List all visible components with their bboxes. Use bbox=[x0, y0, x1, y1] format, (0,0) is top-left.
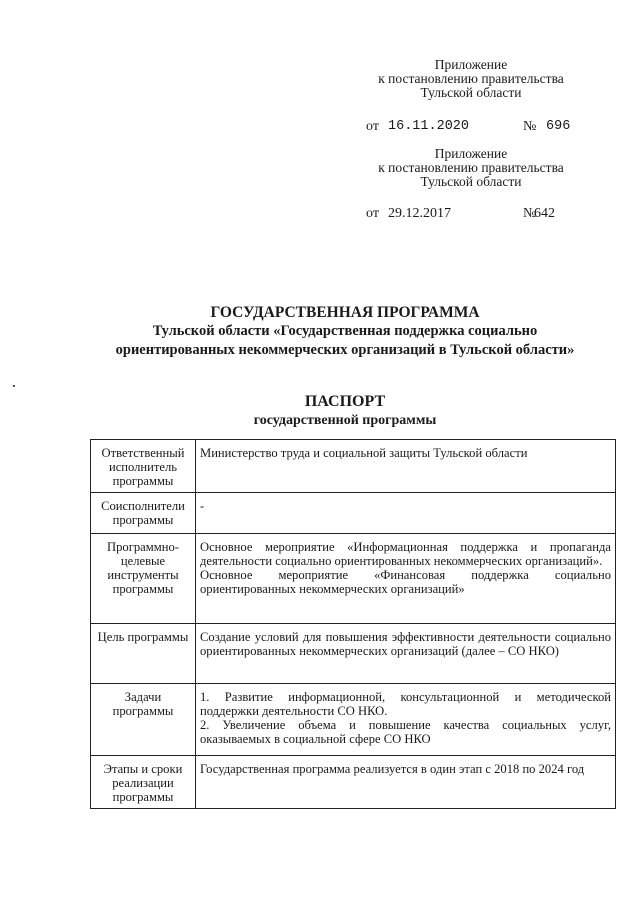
row-label: Ответственный исполнитель программы bbox=[91, 440, 196, 493]
row-value bbox=[196, 493, 616, 534]
annex-line: Тульской области bbox=[420, 174, 522, 189]
value-paragraph: Министерство труда и социальной защиты Тульской области bbox=[200, 446, 528, 460]
value-paragraph: 2. Увеличение объема и повышение качества социальных услуг, оказываемых в социальной сфере СО НКО bbox=[200, 718, 611, 746]
table-row bbox=[91, 493, 616, 534]
annex-previous-header bbox=[366, 147, 576, 189]
row-value bbox=[196, 624, 616, 684]
table-row bbox=[91, 440, 616, 493]
annex-line: к постановлению правительства bbox=[378, 71, 564, 86]
passport-title bbox=[60, 392, 630, 429]
value-paragraph: Государственная программа реализуется в один этап с 2018 по 2024 год bbox=[200, 762, 585, 776]
annex-line: Приложение bbox=[434, 57, 508, 72]
value-paragraph: Основное мероприятие «Информационная поддержка и пропаганда деятельности социально ориентированных некоммерческих организаций». bbox=[200, 540, 611, 568]
table-row bbox=[91, 624, 616, 684]
number-label: № bbox=[523, 119, 537, 134]
row-label: Программно-целевые инструменты программы bbox=[91, 534, 196, 624]
row-value bbox=[196, 440, 616, 493]
table-row bbox=[91, 756, 616, 809]
resolution-date: 29.12.2017 bbox=[388, 206, 451, 221]
passport-table bbox=[90, 439, 616, 809]
row-label: Соисполнители программы bbox=[91, 493, 196, 534]
table-row bbox=[91, 684, 616, 756]
annex-line: Приложение bbox=[434, 146, 508, 161]
annex-line: Тульской области bbox=[420, 85, 522, 100]
date-label: от bbox=[366, 206, 379, 221]
program-name-line: ориентированных некоммерческих организаций в Тульской области» bbox=[115, 342, 575, 358]
value-paragraph: Создание условий для повышения эффективности деятельности социально ориентированных некоммерческих организаций (далее – СО НКО) bbox=[200, 630, 611, 658]
annex-line: к постановлению правительства bbox=[378, 160, 564, 175]
value-paragraph: Основное мероприятие «Финансовая поддержка социально ориентированных некоммерческих организаций» bbox=[200, 568, 611, 596]
resolution-date: 16.11.2020 bbox=[388, 119, 470, 134]
value-paragraph: 1. Развитие информационной, консультационной и методической поддержки деятельности СО НКО. bbox=[200, 690, 611, 718]
value-paragraph: - bbox=[200, 499, 205, 513]
number-label: № bbox=[523, 206, 537, 221]
row-value bbox=[196, 684, 616, 756]
passport-heading: ПАСПОРТ bbox=[304, 393, 386, 410]
passport-subheading: государственной программы bbox=[253, 413, 437, 428]
date-label: от bbox=[366, 119, 379, 134]
table-row bbox=[91, 534, 616, 624]
annex-current-header bbox=[366, 58, 576, 100]
program-title bbox=[60, 303, 630, 360]
resolution-number: 642 bbox=[534, 206, 555, 221]
row-label: Этапы и сроки реализации программы bbox=[91, 756, 196, 809]
row-value bbox=[196, 534, 616, 624]
scan-speck bbox=[13, 385, 15, 387]
program-heading: ГОСУДАРСТВЕННАЯ ПРОГРАММА bbox=[210, 304, 480, 321]
row-value bbox=[196, 756, 616, 809]
program-name-line: Тульской области «Государственная поддержка социально bbox=[152, 323, 538, 339]
resolution-number: 696 bbox=[546, 119, 571, 134]
row-label: Цель программы bbox=[91, 624, 196, 684]
row-label: Задачи программы bbox=[91, 684, 196, 756]
